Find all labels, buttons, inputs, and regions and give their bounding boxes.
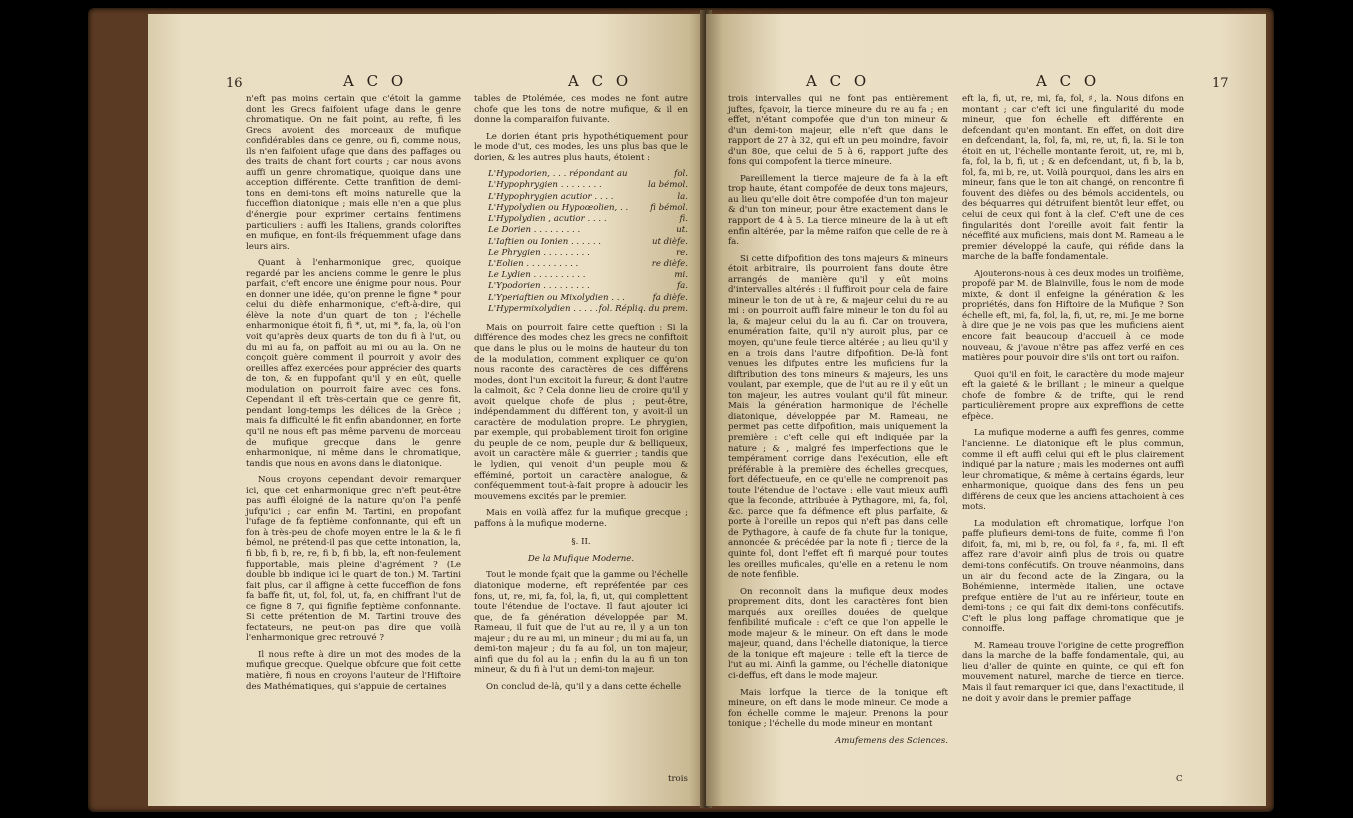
paragraph: M. Rameau trouve l'origine de cette progreffion dans la marche de la baffe fondamentale, qui, au lieu d'aller de quinte en quinte, ce qui eft fon mouvement naturel, marche de tierce en tierce. Mais il faut remarquer ici que, dans l'exactitude, il ne doit y avoir dans le premier paffage: [962, 640, 1184, 704]
paragraph: La mufique moderne a auffi fes genres, comme l'ancienne. Le diatonique eft le plus commun, comme il eft auffi celui qui eft le plus clairement indiqué par la nature ; mais les modernes ont auffi leur chromatique, & même à certains égards, leur enharmonique, quoique dans des fens un peu différens de ceux que les anciens attachoient à ces mots.: [962, 428, 1184, 513]
page-number-left: 16: [226, 76, 243, 91]
paragraph: eft la, fi, ut, re, mi, fa, fol, ♯, la. Nous difons en montant ; car c'eft ici une fingularité du mode mineur, que fon échelle eft différente en defcendant qu'en montant. En effet, on doit dire en defcendant, la, fol, fa, mi, re, ut, fi, la. Si le ton étoit en ut, l'échelle montante feroit, ut, re, mi b, fa, fol, la b, fi, ut ; & en defcendant, ut, fi b, la b, fol, fa, mi b, re, ut. Voilà pourquoi, dans les airs en mineur, fans que le ton ait changé, on rencontre fi fouvent des dièfes ou des bémols accidentels, ou des béquarres qui détruifent bientôt leur effet, ou celui de ceux qui font à la clef. C'eft une de ces fingularités dont l'oreille avoit fait fentir la néceffité aux muficiens, mais dont M. Rameau a le premier développé la caufe, qui réfide dans la marche de la baffe fondamentale.: [962, 94, 1184, 263]
paragraph: Quoi qu'il en foit, le caractère du mode majeur eft la gaieté & le brillant ; le mineur a quelque chofe de fombre & de trifte, qui le rend particulièrement propre aux expreffions de cette efpèce.: [962, 369, 1184, 422]
paragraph: Quant à l'enharmonique grec, quoique regardé par les anciens comme le genre le plus parfait, c'eft encore une énigme pour nous. Pour en donner une idée, qu'on prenne le figne * pour celui du dièfe enharmonique, c'eft-à-dire, qui élève la note d'un quart de ton ; l'échelle enharmonique étoit fi, fi *, ut, mi *, fa, la, où l'on voit qu'après deux quarts de ton du fi à l'ut, ou du mi au fa, on paffoit au mi ou au la. On ne conçoit guère comment il pourroit y avoir des oreilles affez exercées pour apprécier des quarts de ton, & en fuppofant qu'il y en eût, quelle modulation on pourroit faire avec ces fons. Cependant il eft très-certain que ce genre fit, pendant long-temps les délices de la Grèce ; mais fa difficulté le fit enfin abandonner, en forte qu'il ne nous eft pas même parvenu de morceau de mufique grecque dans le genre enharmonique, ni même dans le chromatique, tandis que nous en avons dans le diatonique.: [246, 258, 461, 469]
list-item: L'Ypodorien . . . . . . . . . fa.: [488, 281, 688, 292]
running-head-left-1: A C O: [343, 72, 408, 90]
right-page: [706, 14, 1266, 806]
list-item: L'Yperiaftien ou Mixolydien . . . fa dièfe.: [488, 292, 688, 303]
list-item: L'Hypophrygien acutior . . . . la.: [488, 191, 688, 202]
list-item: Le Dorien . . . . . . . . . ut.: [488, 225, 688, 236]
paragraph: Il nous refte à dire un mot des modes de la mufique grecque. Quelque obfcure que foit cette matière, fi nous en croyons l'auteur de l'Hiftoire des Mathématiques, qui s'appuie de certaines: [246, 649, 461, 692]
paragraph: Pareillement la tierce majeure de fa à la eft trop haute, étant compofée de deux tons majeurs, au lieu qu'elle doit être compofée d'un ton majeur & d'un ton mineur, pour être exactement dans le rapport de 4 à 5. La tierce mineure de la à ut eft enfin altérée, par la même raifon que celle de re à fa.: [728, 173, 948, 248]
paragraph: Ajouterons-nous à ces deux modes un troifième, propofé par M. de Blainville, fous le nom de mode mixte, & dont il enfeigne la génération & les propriétés, dans fon Hiftoire de la Mufique ? Son échelle eft, mi, fa, fol, la, fi, ut, re, mi. Je me borne à dire que je ne vois pas que les muficiens aient encore fait beaucoup d'accueil à ce mode nouveau, & j'avoue n'être pas affez verfé en ces matières pour pouvoir dire s'ils ont tort ou raifon.: [962, 268, 1184, 364]
signature-mark: C: [1176, 774, 1183, 784]
paragraph: trois intervalles qui ne font pas entièrement juftes, fçavoir, la tierce mineure du re au fa ; en effet, n'étant compofée que d'un ton mineur & d'un demi-ton majeur, elle n'eft que dans le rapport de 27 à 32, qui eft un peu moindre, favoir d'un 80e, que celui de 5 à 6, rapport jufte des fons qui compofent la tierce mineure.: [728, 94, 948, 168]
list-item: L'Eolien . . . . . . . . . . re dièfe.: [488, 258, 688, 269]
running-head-left-2: A C O: [568, 72, 633, 90]
paragraph: On reconnoît dans la mufique deux modes proprement dits, dont les caractères font bien marqués aux oreilles douées de quelque fenfibilité muficale : c'eft ce que l'on appelle le mode majeur & le mineur. On eft dans le mode majeur, quand, dans l'échelle diatonique, la tierce de la tonique eft majeure : telle eft la tierce de l'ut au mi. Ainfi la gamme, ou l'échelle diatonique ci-deffus, eft dans le mode majeur.: [728, 586, 948, 681]
list-item: Le Phrygien . . . . . . . . . re.: [488, 247, 688, 258]
footer-title: Amufemens des Sciences.: [835, 735, 948, 746]
paragraph: Nous croyons cependant devoir remarquer ici, que cet enharmonique grec n'eft peut-être pas auffi éloigné de la nature qu'on l'a penfé jufqu'ici ; car enfin M. Tartini, en propofant l'ufage de fa feptième confonnante, qui eft un fon à très-peu de chofe moyen entre le la & le fi bémol, ne prétend-il pas que cette intonation, la, fi bb, fi b, re, re, fi b, fi bb, la, eft non-feulement fupportable, mais pleine d'agrément ? (Le double bb indique ici le quart de ton.) M. Tartini fait plus, car il affigne à cette fucceffion de fons fa baffe fit, ut, fol, fol, ut, fa, en chiffrant l'ut de ce figne 8 7, qui fignifie feptième confonnante. Si cette prétention de M. Tartini trouve des fectateurs, ne peut-on pas dire que voilà l'enharmonique grec retrouvé ?: [246, 475, 461, 644]
paragraph: tables de Ptolémée, ces modes ne font autre chofe que les tons de notre mufique, & il en donne la comparaifon fuivante.: [474, 94, 688, 126]
list-item: L'Hypodorien, . . . répondant au fol.: [488, 169, 688, 180]
section-number: §. II.: [571, 537, 591, 548]
list-item: L'Hypolydien ou Hypoœolien, . . fi bémol.: [488, 202, 688, 213]
list-item: L'Iaftien ou Ionien . . . . . . ut dièfe.: [488, 236, 688, 247]
paragraph: Mais lorfque la tierce de la tonique eft mineure, on eft dans le mode mineur. Ce mode a fon échelle comme le majeur. Prenons la pour tonique ; l'échelle du mode mineur en montant: [728, 687, 948, 730]
catchword: trois: [668, 774, 688, 784]
paragraph: Mais on pourroit faire cette queftion : Si la différence des modes chez les grecs ne confiftoit que dans le plus ou le moins de hauteur du ton de la modulation, comment expliquer ce qu'on nous raconte des caractères de ces différens modes, dont l'un excitoit la fureur, & dont l'autre la calmoit, &c ? Cela donne lieu de croire qu'il y avoit quelque chofe de plus ; peut-être, indépendamment du différent ton, y avoit-il un caractère de modulation propre. Le phrygien, par exemple, qui probablement tiroit fon origine du peuple de ce nom, peuple dur & belliqueux, avoit un caractère mâle & guerrier ; tandis que le lydien, qui venoit d'un peuple mou & efféminé, portoit un caractère analogue, & conféquemment tout-à-fait propre à adoucir les mouvemens excités par le premier.: [474, 322, 689, 502]
left-column-1: [246, 94, 461, 698]
list-item: L'Hypophrygien . . . . . . . . la bémol.: [488, 180, 688, 191]
left-column-2: [474, 94, 688, 698]
page-number-right: 17: [1212, 76, 1229, 91]
left-page: [148, 14, 706, 806]
paragraph: On conclud de-là, qu'il y a dans cette échelle: [486, 681, 682, 692]
list-item: Le Lydien . . . . . . . . . . mi.: [488, 270, 688, 281]
paragraph: Si cette difpofition des tons majeurs & mineurs étoit arbitraire, ils pourroient fans doute être arrangés de manière qu'il y eût moins d'intervalles altérés : il fuffiroit pour cela de faire mineur le ton de ut à re, & majeur celui du re au mi : on pourroit auffi faire mineur le ton du fol au la, & majeur celui du la au fi. Car on trouvera, enumération faite, qu'il n'y auroit plus, par ce moyen, qu'une feule tierce altérée ; au lieu qu'il y en a trois dans l'autre difpofition. De-là font venues les difputes entre les muficiens fur la diftribution des tons mineurs & majeurs, les uns voulant, par exemple, que de l'ut au re il y eût un ton majeur, les autres voulant qu'il fût mineur. Mais la génération harmonique de l'échelle diatonique, développée par M. Rameau, ne permet pas cette difpofition, mais uniquement la première : c'eft celle qui eft indiquée par la nature ; & , malgré fes imperfections que le tempérament corrige dans l'exécution, elle eft préférable à la première des échelles grecques, fort défectueufe, en ce qu'elle ne comprenoit pas toute l'étendue de l'octave : elle vaut mieux auffi que la feconde, attribuée à Pythagore, mi, fa, fol, &c. parce que fa défmence eft plus parfaite, & porte à l'oreille un repos qui n'eft pas dans celle de Pythagore, à caufe de fa chute fur la tonique, annoncée & précédée par la note fi ; tierce de la quinte fol, dont l'effet eft fi marqué pour toutes les oreilles muficales, qu'elle en a retenu le nom de note fenfible.: [728, 253, 948, 581]
running-head-right-2: A C O: [1036, 72, 1101, 90]
running-head-right-1: A C O: [806, 72, 871, 90]
paragraph: Mais en voilà affez fur la mufique grecque ; paffons à la mufique moderne.: [474, 508, 688, 529]
section-title: De la Mufique Moderne.: [527, 553, 635, 564]
paragraph: Le dorien étant pris hypothétiquement pour le mode d'ut, ces modes, les uns plus bas que le dorien, & les autres plus hauts, étoient :: [474, 131, 688, 163]
modes-list: [488, 169, 688, 315]
list-item: L'Hypermixolydien . . . . . fol. Répliq. du prem.: [488, 303, 688, 314]
right-column-1: [728, 94, 948, 752]
right-column-2: [962, 94, 1184, 710]
paragraph: n'eft pas moins certain que c'étoit la gamme dont les Grecs faifoient ufage dans le genre chromatique. On ne fait point, au refte, fi les Grecs avoient des morceaux de mufique confidérables dans ce genre, ou fi, comme nous, ils n'en faifoient ufage que dans des paffages ou des traits de chant fort courts ; car nous avons auffi un genre chromatique, quoique dans une acception différente. Cette tranfition de demi-tons en demi-tons eft moins naturelle que la fucceffion diatonique ; mais elle n'en a que plus d'énergie pour exprimer certains fentimens particuliers : auffi les Italiens, grands coloriftes en mufique, en font-ils fréquemment ufage dans leurs airs.: [246, 94, 461, 252]
list-item: L'Hypolydien , acutior . . . . fi.: [488, 214, 688, 225]
paragraph: Tout le monde fçait que la gamme ou l'échelle diatonique moderne, eft repréfentée par ces fons, ut, re, mi, fa, fol, la, fi, ut, qui complettent toute l'étendue de l'octave. Il faut ajouter ici que, de fa génération développée par M. Rameau, il fuit que de l'ut au re, il y a un ton majeur ; du re au mi, un mineur ; du mi au fa, un demi-ton majeur ; du fa au fol, un ton majeur, ainfi que du fol au la ; enfin du la au fi un ton mineur, & du fi à l'ut un demi-ton majeur.: [474, 570, 688, 676]
paragraph: La modulation eft chromatique, lorfque l'on paffe plufieurs demi-tons de fuite, comme fi l'on difoit, fa, mi, mi b, re, ou fol, fa ♯, fa, mi. Il eft affez rare d'avoir ainfi plus de trois ou quatre demi-tons confécutifs. On trouve néanmoins, dans un air du fecond acte de la Zingara, ou la Bohémienne, intermède italien, une octave prefque entière de l'ut au re inférieur, toute en demi-tons ; ce qui fait dix demi-tons confécutifs. C'eft le plus long paffage chromatique que je connoiffe.: [962, 518, 1184, 635]
